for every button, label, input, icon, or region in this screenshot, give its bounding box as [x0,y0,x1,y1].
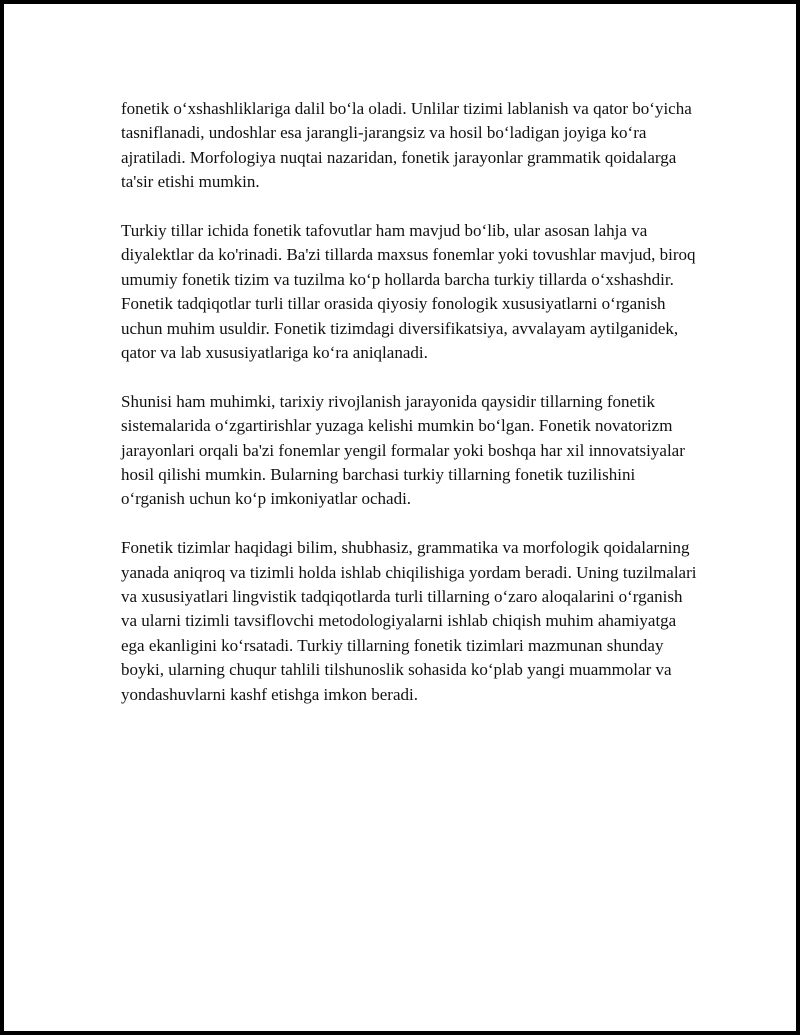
paragraph-2: Turkiy tillar ichida fonetik tafovutlar ham mavjud bo‘lib, ular asosan lahja va diyalektlar da ko'rinadi. Ba'zi tillarda maxsus fonemlar yoki tovushlar mavjud, biroq umumiy fonetik tizim va tuzilma ko‘p hollarda barcha turkiy tillarda o‘xshashdir. Fonetik tadqiqotlar turli tillar orasida qiyosiy fonologik xususiyatlarni o‘rganish uchun muhim usuldir. Fonetik tizimdagi diversifikatsiya, avvalayam aytilganidek, qator va lab xususiyatlariga ko‘ra aniqlanadi. [121,221,696,363]
paragraph-1: fonetik o‘xshashliklariga dalil bo‘la oladi. Unlilar tizimi lablanish va qator bo‘yicha tasniflanadi, undoshlar esa jarangli-jarangsiz va hosil bo‘ladigan joyiga ko‘ra ajratiladi. Morfologiya nuqtai nazaridan, fonetik jarayonlar grammatik qoidalarga ta'sir etishi mumkin. [121,99,692,192]
paragraph-3: Shunisi ham muhimki, tarixiy rivojlanish jarayonida qaysidir tillarning fonetik sistemalarida o‘zgartirishlar yuzaga kelishi mumkin bo‘lgan. Fonetik novatorizm jarayonlari orqali ba'zi fonemlar yengil formalar yoki boshqa har xil innovatsiyalar hosil qilishi mumkin. Bularning barchasi turkiy tillarning fonetik tuzilishini o‘rganish uchun ko‘p imkoniyatlar ochadi. [121,391,685,509]
paragraph-4: Fonetik tizimlar haqidagi bilim, shubhasiz, grammatika va morfologik qoidalarning yanada aniqroq va tizimli holda ishlab chiqilishiga yordam beradi. Uning tuzilmalari va xususiyatlari lingvistik tadqiqotlarda turli tillarning o‘zaro aloqalarini o‘rganish va ularni tizimli tavsiflovchi metodologiyalarni ishlab chiqish muhim ahamiyatga ega ekanligini ko‘rsatadi. Turkiy tillarning fonetik tizimlari mazmunan shunday boyki, ularning chuqur tahlili tilshunoslik sohasida ko‘plab yangi muammolar va yondashuvlarni kashf etishga imkon beradi. [121,538,697,704]
document-body [121,97,701,707]
